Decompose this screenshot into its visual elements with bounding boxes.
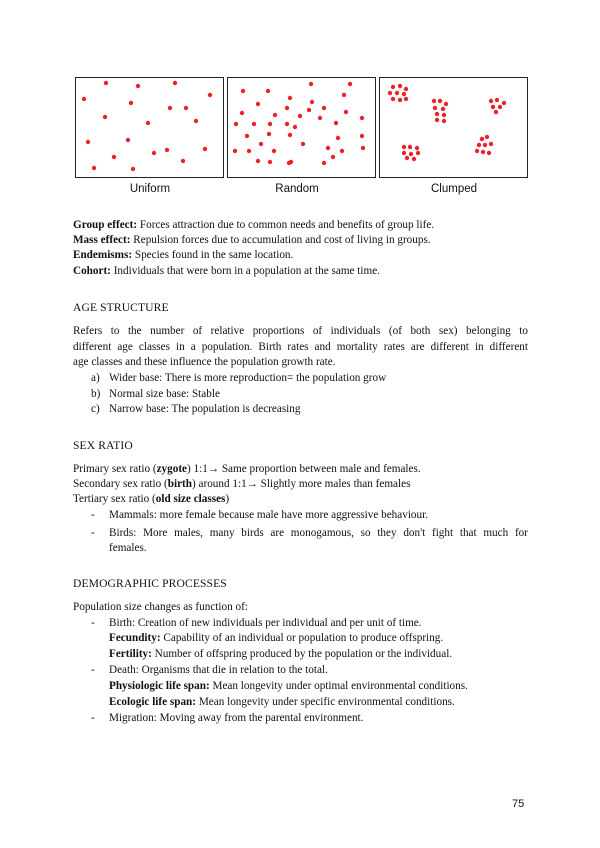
list-marker: c) [91,403,100,415]
clumped-dot [485,135,489,139]
definition-text: Individuals that were born in a population at the same time. [113,265,380,277]
random-dot [245,134,249,138]
random-dot [322,106,326,110]
demographic-heading: DEMOGRAPHIC PROCESSES [73,577,227,590]
clumped-dot [442,119,446,123]
clumped-dot [398,84,402,88]
clumped-dot [433,106,437,110]
bold-term: Fertility: [109,648,152,660]
uniform-dot [165,148,169,152]
clumped-dot [405,156,409,160]
definition-term: Mass effect: [73,234,131,246]
random-dot [285,122,289,126]
clumped-dot [475,149,479,153]
clumped-dot [416,151,420,155]
definition-text: Species found in the same location. [134,249,294,261]
uniform-dot [103,115,107,119]
clumped-dot [489,142,493,146]
uniform-dot [82,97,86,101]
random-dot [360,134,364,138]
random-dot [252,122,256,126]
demographic-intro: Population size changes as function of: [73,601,248,613]
text-fragment: Capability of an individual or population to produce offspring. [163,632,444,644]
random-dot [348,82,352,86]
text-fragment: Mean longevity under specific environmental conditions. [198,696,455,708]
random-dot [240,111,244,115]
text-fragment: Primary sex ratio ( [73,463,157,475]
definition-text: Forces attraction due to common needs and benefits of group life. [139,219,435,231]
mammals-item: Mammals: more female because male have more aggressive behaviour. [109,509,429,521]
page-number: 75 [512,798,525,810]
clumped-dot [398,98,402,102]
random-dot [267,132,271,136]
random-dot [293,125,297,129]
clumped-dot [395,91,399,95]
clumped-dot [477,143,481,147]
clumped-dot [494,110,498,114]
clumped-dot [483,143,487,147]
text-fragment: ) 1:1→ Same proportion between male and females. [187,463,421,475]
clumped-dot [404,97,408,101]
random-dot [272,149,276,153]
uniform-label: Uniform [129,183,171,195]
bold-term: Ecologic life span: [109,696,197,708]
uniform-dot [136,84,140,88]
definition-term: Group effect: [73,219,138,231]
uniform-panel [75,77,224,178]
uniform-dot [208,93,212,97]
secondary-sex-ratio [73,477,410,492]
random-dot [259,142,263,146]
tertiary-sex-ratio [73,492,229,507]
clumped-dot [441,107,445,111]
clumped-dot [442,113,446,117]
clumped-label: Clumped [430,183,478,195]
clumped-dot [481,150,485,154]
uniform-dot [146,121,150,125]
uniform-dots [76,78,222,176]
random-dot [340,149,344,153]
age-structure-heading: AGE STRUCTURE [73,301,169,314]
birds-item-line: females. [109,542,147,554]
uniform-dot [168,106,172,110]
uniform-dot [129,101,133,105]
random-dot [307,108,311,112]
fecundity-definition [109,631,443,646]
random-dot [268,122,272,126]
random-dot [342,93,346,97]
random-dot [318,116,322,120]
uniform-dot [203,147,207,151]
clumped-dot [480,137,484,141]
clumped-dot [415,146,419,150]
bullet-dash: - [91,527,95,539]
birth-item: Birth: Creation of new individuals per individual and per unit of time. [109,617,422,629]
migration-item: Migration: Moving away from the parental environment. [109,712,364,724]
bullet-dash: - [91,664,95,676]
clumped-dot [491,105,495,109]
random-dot [331,155,335,159]
uniform-dot [126,138,130,142]
clumped-dot [495,98,499,102]
definition-term: Cohort: [73,265,111,277]
bold-term: zygote [156,463,188,475]
definition-group-effect [73,218,434,233]
random-dot [285,106,289,110]
clumped-dots [380,78,526,176]
random-dot [301,142,305,146]
bold-term: old size classes [155,493,226,505]
uniform-dot [104,81,108,85]
clumped-dot [498,105,502,109]
clumped-dot [435,112,439,116]
physiologic-life-span [109,679,468,694]
uniform-dot [194,119,198,123]
definition-mass-effect [73,233,431,248]
fertility-definition [109,647,452,662]
list-item: Normal size base: Stable [109,388,220,400]
clumped-dot [489,99,493,103]
uniform-dot [152,151,156,155]
random-label: Random [275,183,319,195]
clumped-dot [402,145,406,149]
random-dots [228,78,374,176]
clumped-dot [444,102,448,106]
uniform-dot [173,81,177,85]
clumped-dot [435,118,439,122]
bold-term: birth [167,478,192,490]
random-dot [361,146,365,150]
random-dot [241,89,245,93]
clumped-dot [502,101,506,105]
bold-term: Fecundity: [109,632,161,644]
definition-cohort [73,264,380,279]
sex-ratio-heading: SEX RATIO [73,439,133,452]
random-dot [288,133,292,137]
clumped-dot [408,145,412,149]
random-dot [326,146,330,150]
clumped-dot [402,92,406,96]
definition-endemisms [73,248,293,263]
uniform-dot [86,140,90,144]
text-fragment: Number of offspring produced by the population or the individual. [154,648,453,660]
random-dot [268,160,272,164]
random-dot [288,96,292,100]
random-dot [256,159,260,163]
bullet-dash: - [91,617,95,629]
text-fragment: ) around 1:1→ Slightly more males than females [192,478,411,490]
ecologic-life-span [109,695,455,710]
clumped-dot [388,91,392,95]
random-dot [310,100,314,104]
clumped-dot [391,97,395,101]
text-fragment: Secondary sex ratio ( [73,478,168,490]
clumped-dot [402,151,406,155]
uniform-dot [112,155,116,159]
list-marker: b) [91,388,101,400]
bullet-dash: - [91,509,95,521]
uniform-dot [181,159,185,163]
random-dot [334,121,338,125]
clumped-dot [438,99,442,103]
age-structure-paragraph-line: different age classes in a population. Birth rates and mortality rates are different in different [73,341,528,353]
clumped-dot [487,151,491,155]
uniform-dot [131,167,135,171]
random-dot [256,102,260,106]
uniform-dot [92,166,96,170]
age-structure-paragraph-line: age classes and these influence the population growth rate. [73,356,336,368]
random-dot [309,82,313,86]
random-dot [322,161,326,165]
primary-sex-ratio [73,462,421,477]
clumped-dot [391,85,395,89]
random-dot [336,136,340,140]
list-item: Wider base: There is more reproduction= the population grow [109,372,387,384]
random-dot [273,113,277,117]
bold-term: Physiologic life span: [109,680,210,692]
random-dot [266,89,270,93]
random-dot [298,114,302,118]
random-dot [344,110,348,114]
clumped-dot [412,157,416,161]
clumped-dot [404,87,408,91]
clumped-dot [409,152,413,156]
random-dot [360,116,364,120]
text-fragment: Tertiary sex ratio ( [73,493,156,505]
random-panel [227,77,376,178]
random-dot [234,122,238,126]
definition-text: Repulsion forces due to accumulation and cost of living in groups. [133,234,431,246]
death-item: Death: Organisms that die in relation to the total. [109,664,328,676]
text-fragment: ) [225,493,230,505]
birds-item-line: Birds: More males, many birds are monogamous, so they don't fight that much for [109,527,528,539]
bullet-dash: - [91,712,95,724]
list-item: Narrow base: The population is decreasing [109,403,301,415]
uniform-dot [184,106,188,110]
list-marker: a) [91,372,100,384]
definition-term: Endemisms: [73,249,133,261]
random-dot [289,160,293,164]
clumped-panel [379,77,528,178]
text-fragment: Mean longevity under optimal environmental conditions. [212,680,468,692]
clumped-dot [432,99,436,103]
age-structure-paragraph-line: Refers to the number of relative proportions of individuals (of both sex) belonging to [73,325,528,337]
random-dot [233,149,237,153]
random-dot [247,149,251,153]
